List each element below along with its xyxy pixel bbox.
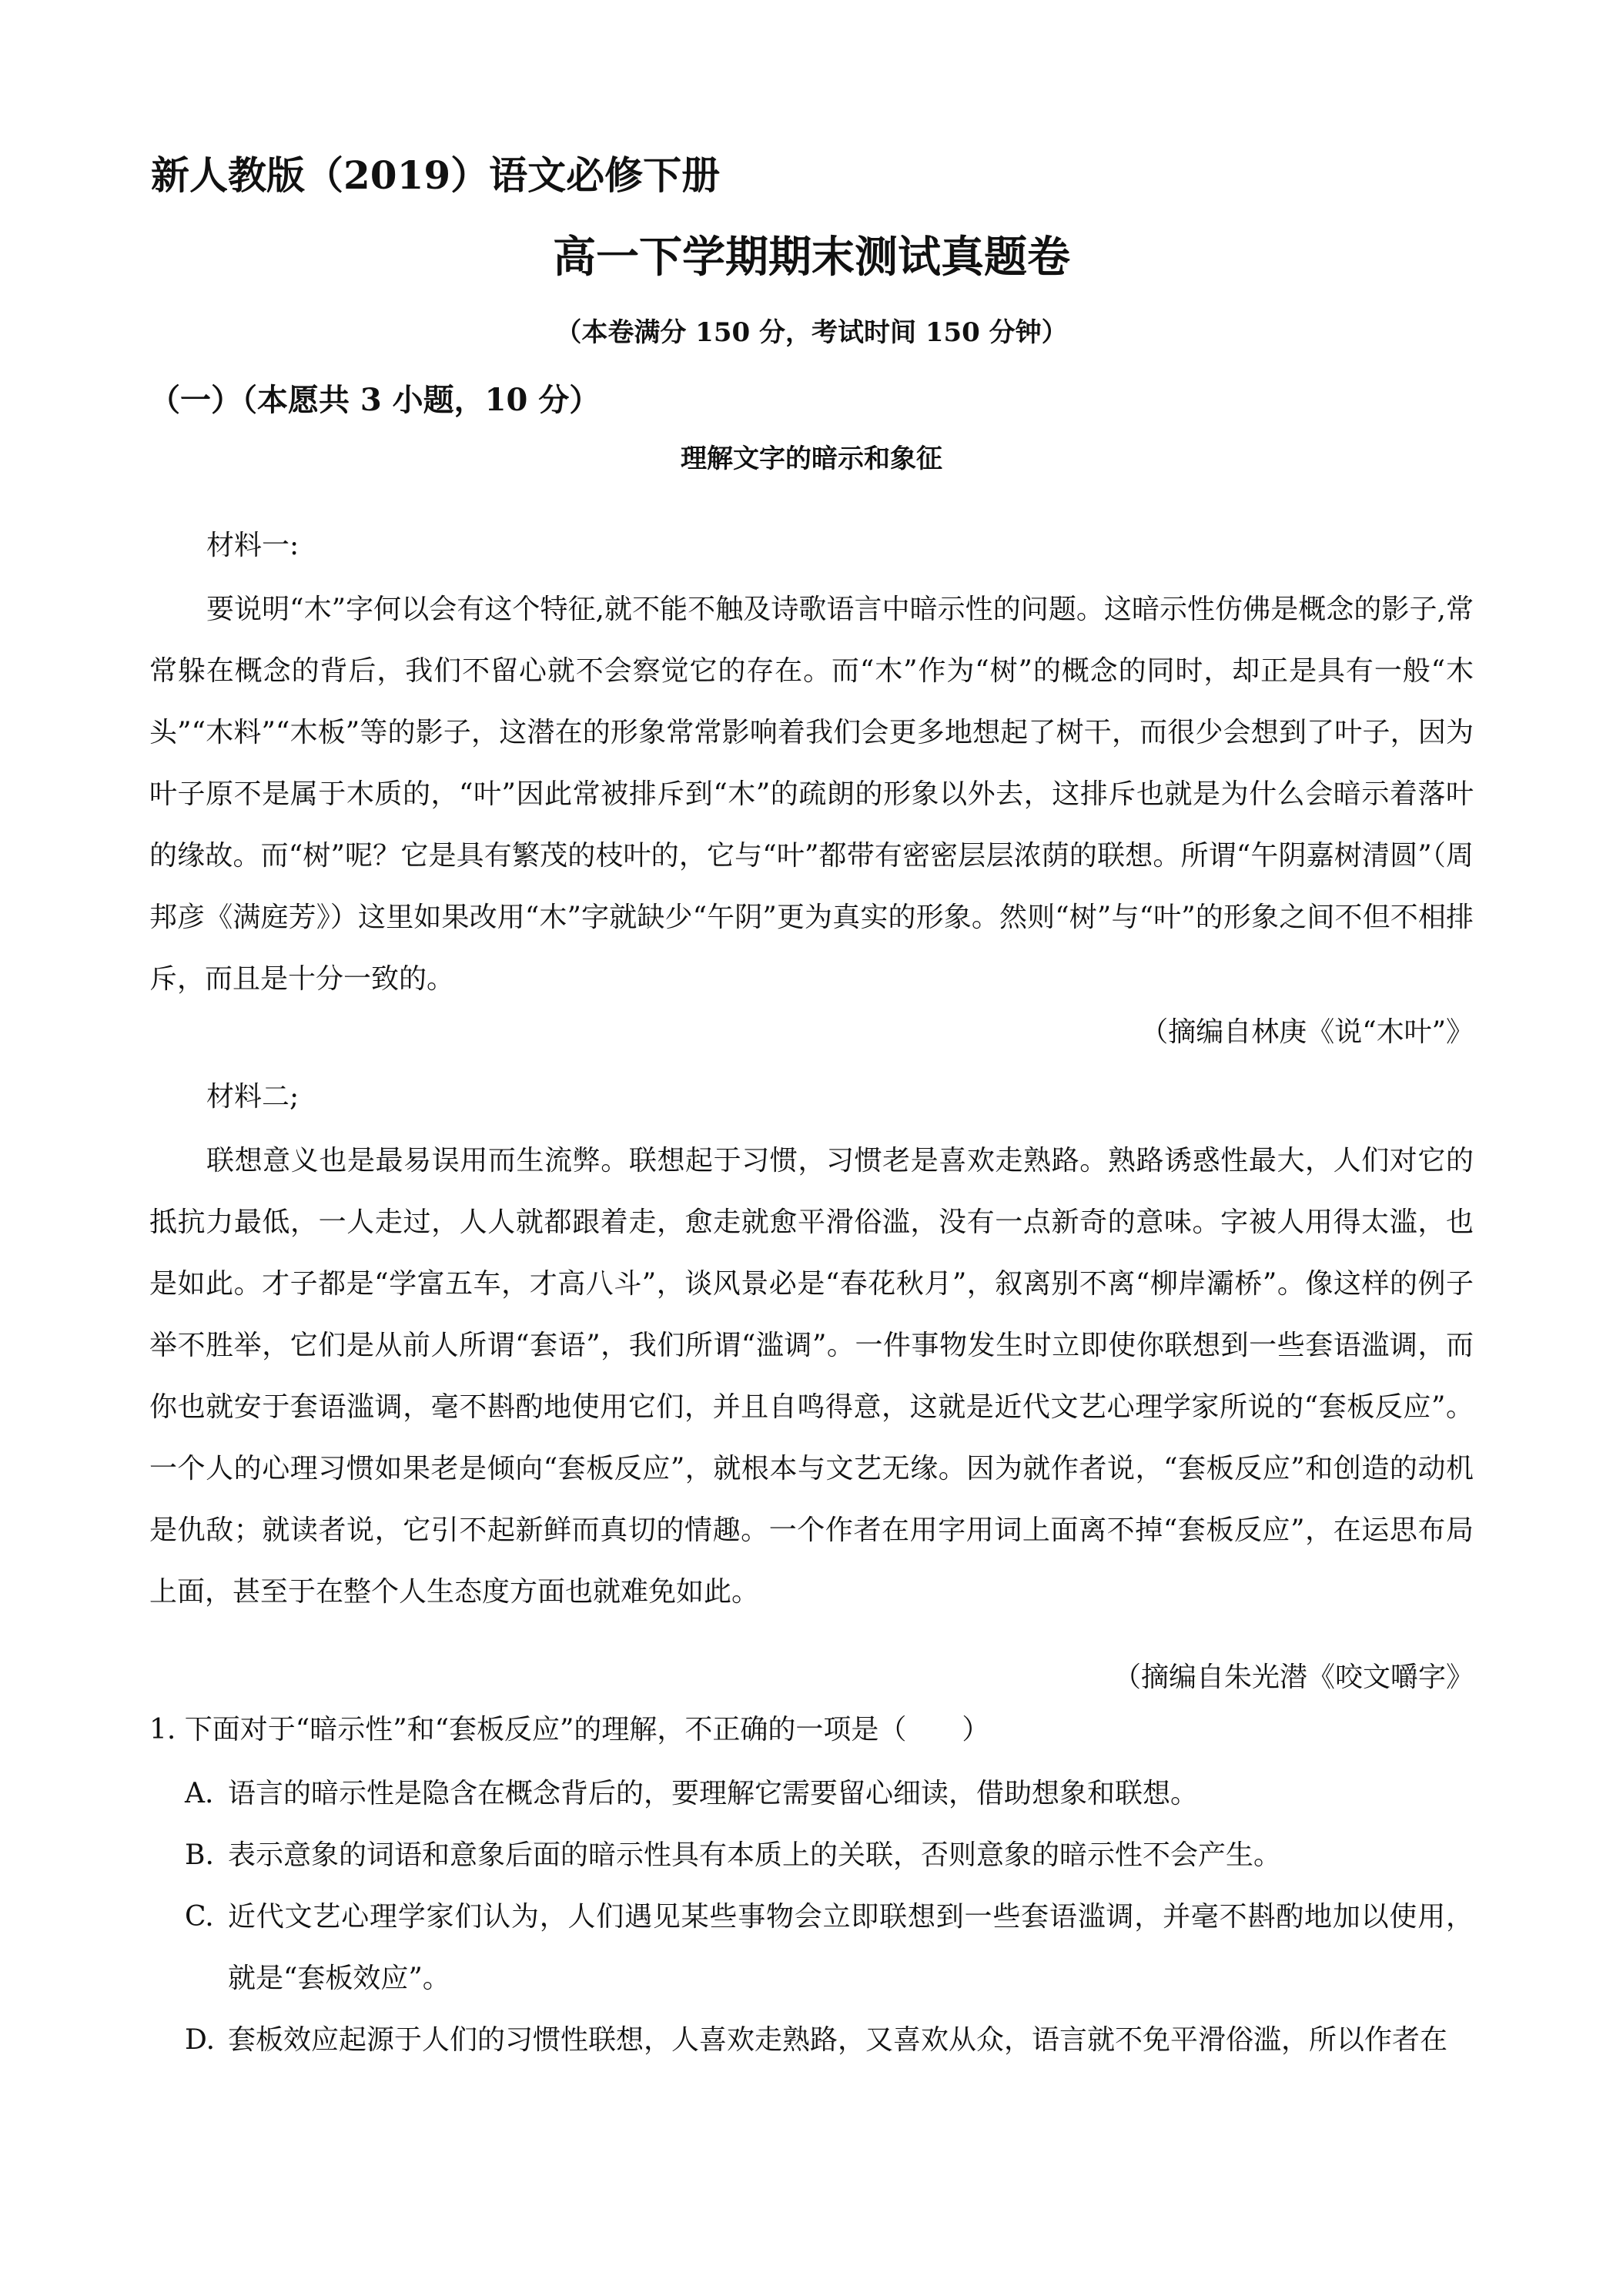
exam-title: 高一下学期期末测试真题卷	[553, 232, 1070, 283]
option-text: 近代文艺心理学家们认为，人们遇见某些事物会立即联想到一些套语滥调，并毫不斟酌地加以使用，就是“套板效应”。	[228, 1901, 1474, 1994]
option-text: 套板效应起源于人们的习惯性联想，人喜欢走熟路，又喜欢从众，语言就不免平滑俗滥，所以作者在	[228, 2024, 1448, 2056]
option-c[interactable]	[185, 1886, 1474, 2010]
series-title: 新人教版（2019）语文必修下册	[151, 152, 721, 198]
option-text: 表示意象的词语和意象后面的暗示性具有本质上的关联，否则意象的暗示性不会产生。	[228, 1839, 1282, 1871]
option-text: 语言的暗示性是隐含在概念背后的，要理解它需要留心细读，借助想象和联想。	[228, 1778, 1199, 1809]
option-b[interactable]	[185, 1825, 1474, 1886]
material-two-source: （摘编自朱光潜《咬文嚼字》	[1113, 1662, 1474, 1693]
article-title: 理解文字的暗示和象征	[681, 443, 942, 474]
option-a[interactable]	[185, 1763, 1474, 1825]
section-heading: （一）（本愿共 3 小题，10 分）	[149, 382, 601, 418]
option-letter: C.	[185, 1901, 214, 1933]
question-stem: 1. 下面对于“暗示性”和“套板反应”的理解，不正确的一项是（ ）	[149, 1714, 990, 1745]
material-one-source: （摘编自林庚《说“木叶”》	[1140, 1016, 1474, 1048]
material-two-text: 联想意义也是最易误用而生流弊。联想起于习惯，习惯老是喜欢走熟路。熟路诱惑性最大，人们对它的抵抗力最低，一人走过，人人就都跟着走，愈走就愈平滑俗滥，没有一点新奇的意味。字被人用得太滥，也是如此。才子都是“学富五车，才高八斗”，谈风景必是“春花秋月”，叙离别不离“柳岸灞桥”。像这样的例子举不胜举，它们是从前人所谓“套语”，我们所谓“滥调”。一件事物发生时立即使你联想到一些套语滥调，而你也就安于套语滥调，毫不斟酌地使用它们，并且自鸣得意，这就是近代文艺心理学家所说的“套板反应”。一个人的心理习惯如果老是倾向“套板反应”，就根本与文艺无缘。因为就作者说，“套板反应”和创造的动机是仇敌；就读者说，它引不起新鲜而真切的情趣。一个作者在用字用词上面离不掉“套板反应”，在运思布局上面，甚至于在整个人生态度方面也就难免如此。	[149, 1145, 1474, 1608]
material-one-label: 材料一:	[206, 530, 300, 561]
option-letter: A.	[185, 1778, 214, 1809]
option-d[interactable]	[185, 2010, 1474, 2071]
option-letter: D.	[185, 2024, 216, 2056]
material-one-text: 要说明“木”字何以会有这个特征,就不能不触及诗歌语言中暗示性的问题。这暗示性仿佛是概念的影子,常常躲在概念的背后，我们不留心就不会察觉它的存在。而“木”作为“树”的概念的同时，却正是具有一般“木头”“木料”“木板”等的影子，这潜在的形象常常影响着我们会更多地想起了树干，而很少会想到了叶子，因为叶子原不是属于木质的，“叶”因此常被排斥到“木”的疏朗的形象以外去，这排斥也就是为什么会暗示着落叶的缘故。而“树”呢？它是具有繁茂的枝叶的，它与“叶”都带有密密层层浓荫的联想。所谓“午阴嘉树清圆”（周邦彦《满庭芳》）这里如果改用“木”字就缺少“午阴”更为真实的形象。然则“树”与“叶”的形象之间不但不相排斥，而且是十分一致的。	[149, 594, 1474, 995]
option-letter: B.	[185, 1839, 214, 1871]
exam-note: （本卷满分 150 分，考试时间 150 分钟）	[555, 317, 1068, 348]
material-two-label: 材料二;	[206, 1081, 300, 1113]
